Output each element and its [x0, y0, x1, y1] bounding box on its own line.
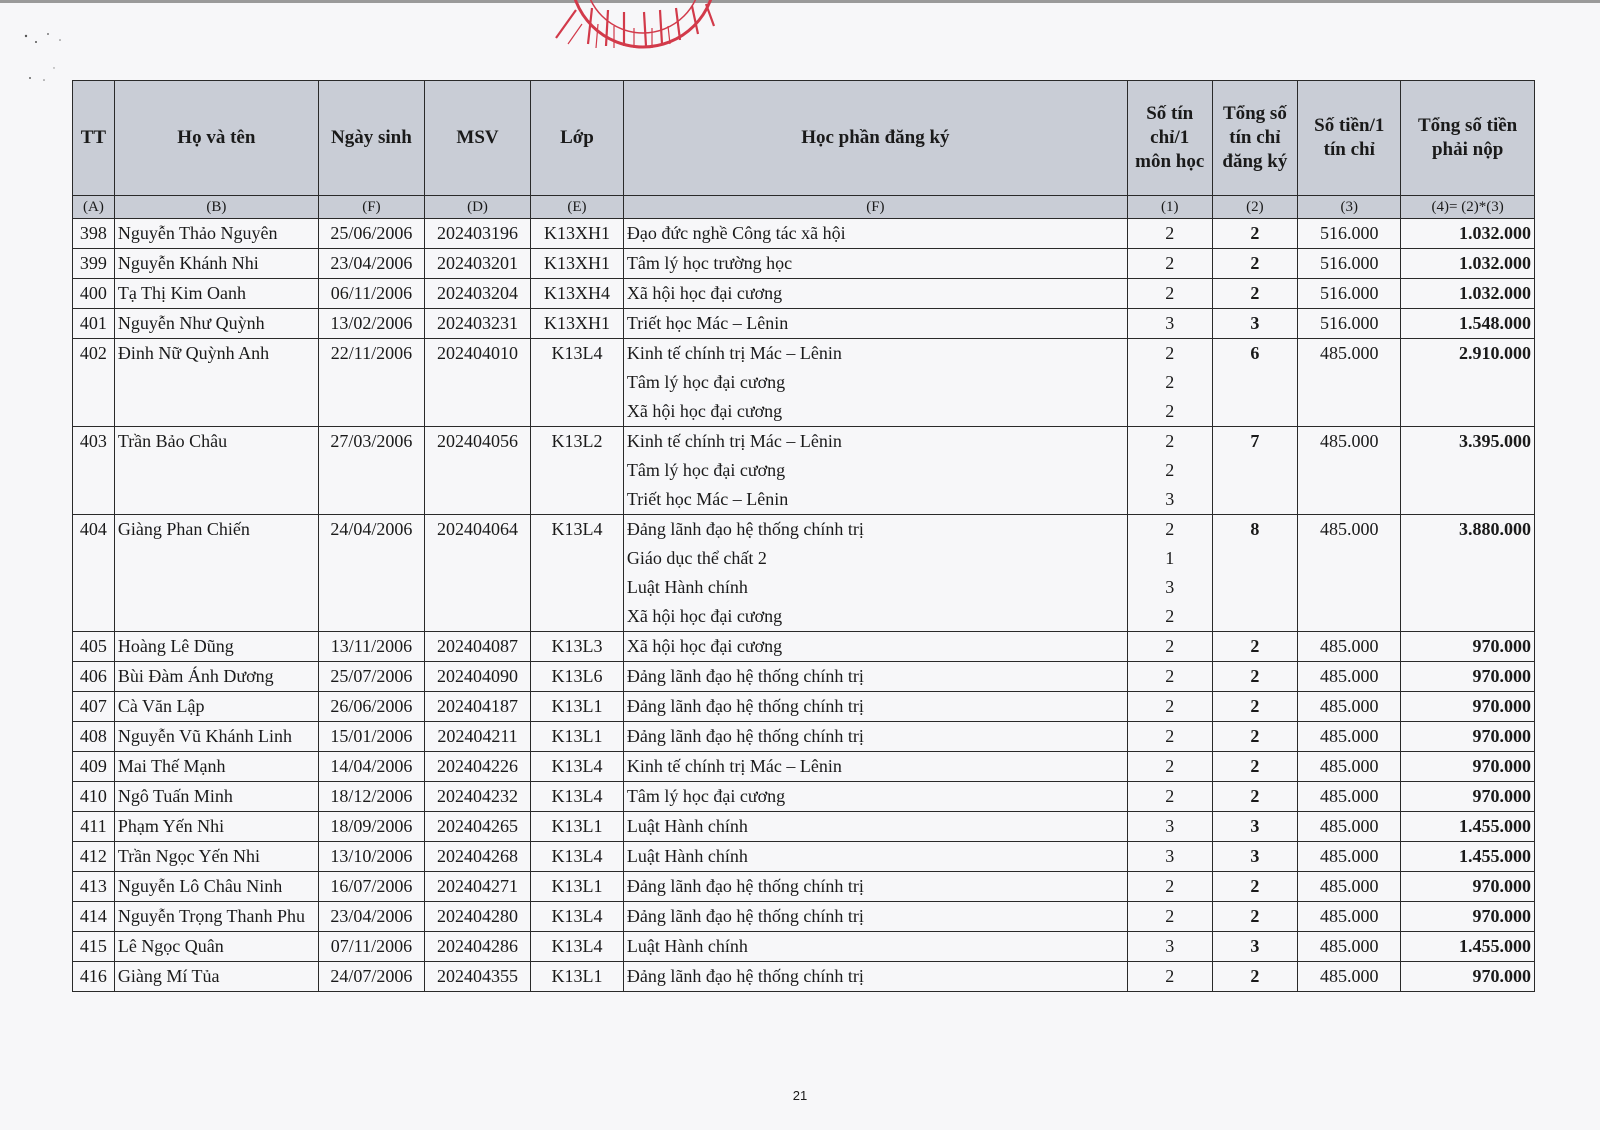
- row-dob: 07/11/2006: [318, 932, 424, 962]
- row-fee-per-credit: 485.000: [1298, 662, 1401, 692]
- row-total-fee: 970.000: [1401, 782, 1535, 812]
- row-student-name: Cà Văn Lập: [114, 692, 318, 722]
- row-tt: 405: [73, 632, 115, 662]
- row-course-name: Đảng lãnh đạo hệ thống chính trị: [623, 902, 1127, 932]
- header-msv: MSV: [424, 81, 530, 196]
- header-dob: Ngày sinh: [318, 81, 424, 196]
- row-student-name: Tạ Thị Kim Oanh: [114, 279, 318, 309]
- row-student-name: Trần Ngọc Yến Nhi: [114, 842, 318, 872]
- row-course-name: Đảng lãnh đạo hệ thống chính trị: [623, 515, 1127, 545]
- row-class: K13XH1: [531, 309, 624, 339]
- row-msv: 202404010: [424, 339, 530, 427]
- table-row: [73, 662, 1535, 692]
- row-msv: 202404187: [424, 692, 530, 722]
- row-total-fee: 970.000: [1401, 632, 1535, 662]
- table-row: [73, 752, 1535, 782]
- row-fee-per-credit: 485.000: [1298, 515, 1401, 632]
- row-fee-per-credit: 485.000: [1298, 962, 1401, 992]
- row-course-name: Luật Hành chính: [623, 842, 1127, 872]
- row-fee-per-credit: 485.000: [1298, 339, 1401, 427]
- row-class: K13L1: [531, 812, 624, 842]
- row-msv: 202404280: [424, 902, 530, 932]
- row-dob: 13/10/2006: [318, 842, 424, 872]
- row-total-fee: 1.548.000: [1401, 309, 1535, 339]
- row-student-name: Nguyễn Khánh Nhi: [114, 249, 318, 279]
- row-student-name: Phạm Yến Nhi: [114, 812, 318, 842]
- row-fee-per-credit: 485.000: [1298, 902, 1401, 932]
- row-dob: 23/04/2006: [318, 902, 424, 932]
- page-number: 21: [792, 1088, 808, 1103]
- row-class: K13L4: [531, 932, 624, 962]
- table-row: [73, 339, 1535, 369]
- row-course-credits: 3: [1127, 812, 1212, 842]
- row-class: K13L4: [531, 902, 624, 932]
- code-msv: (D): [424, 196, 530, 219]
- row-dob: 13/02/2006: [318, 309, 424, 339]
- row-msv: 202403231: [424, 309, 530, 339]
- code-dob: (F): [318, 196, 424, 219]
- row-tt: 416: [73, 962, 115, 992]
- row-course-name: Luật Hành chính: [623, 932, 1127, 962]
- row-student-name: Đinh Nữ Quỳnh Anh: [114, 339, 318, 427]
- row-course-name: Tâm lý học đại cương: [623, 782, 1127, 812]
- row-total-credits: 3: [1212, 309, 1298, 339]
- row-course-name: Tâm lý học trường học: [623, 249, 1127, 279]
- row-total-credits: 2: [1212, 722, 1298, 752]
- table-body: [73, 196, 1535, 992]
- table-row: [73, 219, 1535, 249]
- row-total-credits: 8: [1212, 515, 1298, 632]
- code-name: (B): [114, 196, 318, 219]
- row-course-credits: 2: [1127, 692, 1212, 722]
- row-msv: 202404211: [424, 722, 530, 752]
- row-dob: 24/04/2006: [318, 515, 424, 632]
- row-tt: 408: [73, 722, 115, 752]
- row-course-name: Xã hội học đại cương: [623, 602, 1127, 632]
- row-course-name: Đảng lãnh đạo hệ thống chính trị: [623, 662, 1127, 692]
- row-tt: 402: [73, 339, 115, 427]
- row-tt: 410: [73, 782, 115, 812]
- row-total-fee: 970.000: [1401, 692, 1535, 722]
- row-course-name: Xã hội học đại cương: [623, 632, 1127, 662]
- row-fee-per-credit: 485.000: [1298, 932, 1401, 962]
- row-tt: 406: [73, 662, 115, 692]
- row-fee-per-credit: 516.000: [1298, 219, 1401, 249]
- table-row: [73, 872, 1535, 902]
- row-course-credits: 2: [1127, 339, 1212, 369]
- row-msv: 202404355: [424, 962, 530, 992]
- row-dob: 13/11/2006: [318, 632, 424, 662]
- row-fee-per-credit: 485.000: [1298, 752, 1401, 782]
- row-total-credits: 3: [1212, 812, 1298, 842]
- row-course-credits: 3: [1127, 573, 1212, 602]
- row-student-name: Bùi Đàm Ánh Dương: [114, 662, 318, 692]
- row-dob: 18/09/2006: [318, 812, 424, 842]
- row-class: K13L2: [531, 427, 624, 515]
- row-course-name: Đảng lãnh đạo hệ thống chính trị: [623, 722, 1127, 752]
- code-fee-per-credit: (3): [1298, 196, 1401, 219]
- row-fee-per-credit: 485.000: [1298, 427, 1401, 515]
- row-course-credits: 2: [1127, 632, 1212, 662]
- table-row: [73, 812, 1535, 842]
- row-student-name: Nguyễn Lô Châu Ninh: [114, 872, 318, 902]
- table-row: [73, 962, 1535, 992]
- row-course-name: Giáo dục thể chất 2: [623, 544, 1127, 573]
- row-course-name: Kinh tế chính trị Mác – Lênin: [623, 427, 1127, 457]
- row-total-fee: 970.000: [1401, 962, 1535, 992]
- row-total-credits: 2: [1212, 902, 1298, 932]
- row-course-name: Xã hội học đại cương: [623, 279, 1127, 309]
- row-dob: 14/04/2006: [318, 752, 424, 782]
- row-tt: 413: [73, 872, 115, 902]
- row-tt: 399: [73, 249, 115, 279]
- row-student-name: Mai Thế Mạnh: [114, 752, 318, 782]
- row-course-credits: 2: [1127, 782, 1212, 812]
- row-msv: 202404064: [424, 515, 530, 632]
- row-class: K13XH4: [531, 279, 624, 309]
- row-class: K13L4: [531, 339, 624, 427]
- row-msv: 202404286: [424, 932, 530, 962]
- row-course-credits: 3: [1127, 485, 1212, 515]
- row-total-credits: 2: [1212, 872, 1298, 902]
- row-total-credits: 6: [1212, 339, 1298, 427]
- scan-specks: [20, 28, 80, 88]
- row-fee-per-credit: 485.000: [1298, 722, 1401, 752]
- row-msv: 202404271: [424, 872, 530, 902]
- row-total-fee: 1.455.000: [1401, 842, 1535, 872]
- row-total-credits: 3: [1212, 932, 1298, 962]
- row-course-credits: 3: [1127, 932, 1212, 962]
- row-tt: 415: [73, 932, 115, 962]
- row-tt: 407: [73, 692, 115, 722]
- row-student-name: Giàng Phan Chiến: [114, 515, 318, 632]
- row-student-name: Ngô Tuấn Minh: [114, 782, 318, 812]
- row-class: K13L4: [531, 752, 624, 782]
- row-total-credits: 2: [1212, 752, 1298, 782]
- table-row: [73, 842, 1535, 872]
- table-row: [73, 249, 1535, 279]
- row-course-name: Triết học Mác – Lênin: [623, 309, 1127, 339]
- row-fee-per-credit: 485.000: [1298, 872, 1401, 902]
- header-tt: TT: [73, 81, 115, 196]
- row-fee-per-credit: 485.000: [1298, 842, 1401, 872]
- row-dob: 25/07/2006: [318, 662, 424, 692]
- row-student-name: Hoàng Lê Dũng: [114, 632, 318, 662]
- table-row: [73, 279, 1535, 309]
- row-course-credits: 2: [1127, 872, 1212, 902]
- row-dob: 06/11/2006: [318, 279, 424, 309]
- row-course-name: Xã hội học đại cương: [623, 397, 1127, 427]
- row-course-credits: 3: [1127, 842, 1212, 872]
- row-total-fee: 970.000: [1401, 872, 1535, 902]
- row-course-credits: 2: [1127, 962, 1212, 992]
- table-row: [73, 692, 1535, 722]
- table-row: [73, 932, 1535, 962]
- row-total-credits: 2: [1212, 249, 1298, 279]
- row-total-fee: 1.032.000: [1401, 249, 1535, 279]
- row-dob: 25/06/2006: [318, 219, 424, 249]
- row-msv: 202403204: [424, 279, 530, 309]
- row-course-credits: 2: [1127, 722, 1212, 752]
- header-credits-per-course: Số tín chỉ/1 môn học: [1127, 81, 1212, 196]
- scan-top-edge: [0, 0, 1600, 3]
- row-tt: 412: [73, 842, 115, 872]
- row-class: K13L6: [531, 662, 624, 692]
- row-total-credits: 2: [1212, 662, 1298, 692]
- row-total-fee: 3.880.000: [1401, 515, 1535, 632]
- row-course-name: Tâm lý học đại cương: [623, 368, 1127, 397]
- row-student-name: Giàng Mí Tủa: [114, 962, 318, 992]
- row-msv: 202404232: [424, 782, 530, 812]
- row-total-credits: 2: [1212, 782, 1298, 812]
- row-tt: 401: [73, 309, 115, 339]
- row-course-name: Luật Hành chính: [623, 812, 1127, 842]
- row-course-credits: 2: [1127, 249, 1212, 279]
- row-course-name: Tâm lý học đại cương: [623, 456, 1127, 485]
- row-course-credits: 2: [1127, 456, 1212, 485]
- row-msv: 202404265: [424, 812, 530, 842]
- header-class: Lớp: [531, 81, 624, 196]
- row-fee-per-credit: 485.000: [1298, 812, 1401, 842]
- row-student-name: Nguyễn Vũ Khánh Linh: [114, 722, 318, 752]
- row-tt: 400: [73, 279, 115, 309]
- row-class: K13L3: [531, 632, 624, 662]
- row-course-credits: 2: [1127, 279, 1212, 309]
- row-course-credits: 2: [1127, 219, 1212, 249]
- row-tt: 404: [73, 515, 115, 632]
- row-tt: 411: [73, 812, 115, 842]
- row-class: K13L1: [531, 962, 624, 992]
- row-class: K13L4: [531, 842, 624, 872]
- row-fee-per-credit: 485.000: [1298, 692, 1401, 722]
- row-class: K13L1: [531, 722, 624, 752]
- row-total-fee: 970.000: [1401, 902, 1535, 932]
- row-student-name: Nguyễn Thảo Nguyên: [114, 219, 318, 249]
- row-dob: 15/01/2006: [318, 722, 424, 752]
- row-tt: 398: [73, 219, 115, 249]
- row-course-credits: 2: [1127, 902, 1212, 932]
- table-row: [73, 722, 1535, 752]
- row-msv: 202404226: [424, 752, 530, 782]
- row-dob: 18/12/2006: [318, 782, 424, 812]
- table-row: [73, 902, 1535, 932]
- row-course-name: Kinh tế chính trị Mác – Lênin: [623, 752, 1127, 782]
- code-total-fee: (4)= (2)*(3): [1401, 196, 1535, 219]
- row-dob: 22/11/2006: [318, 339, 424, 427]
- row-total-fee: 1.032.000: [1401, 279, 1535, 309]
- row-fee-per-credit: 516.000: [1298, 279, 1401, 309]
- row-course-credits: 3: [1127, 309, 1212, 339]
- header-name: Họ và tên: [114, 81, 318, 196]
- row-msv: 202403196: [424, 219, 530, 249]
- row-msv: 202404268: [424, 842, 530, 872]
- row-course-credits: 2: [1127, 602, 1212, 632]
- row-total-fee: 1.455.000: [1401, 932, 1535, 962]
- row-course-name: Luật Hành chính: [623, 573, 1127, 602]
- row-student-name: Nguyễn Như Quỳnh: [114, 309, 318, 339]
- row-total-fee: 970.000: [1401, 722, 1535, 752]
- row-fee-per-credit: 516.000: [1298, 309, 1401, 339]
- row-dob: 24/07/2006: [318, 962, 424, 992]
- row-dob: 23/04/2006: [318, 249, 424, 279]
- row-course-name: Đạo đức nghề Công tác xã hội: [623, 219, 1127, 249]
- row-total-credits: 2: [1212, 962, 1298, 992]
- row-student-name: Lê Ngọc Quân: [114, 932, 318, 962]
- row-fee-per-credit: 516.000: [1298, 249, 1401, 279]
- code-total-credits: (2): [1212, 196, 1298, 219]
- table-row: [73, 309, 1535, 339]
- row-total-credits: 3: [1212, 842, 1298, 872]
- fee-registration-table: [72, 80, 1535, 992]
- header-total-fee: Tổng số tiền phải nộp: [1401, 81, 1535, 196]
- row-course-credits: 2: [1127, 662, 1212, 692]
- row-course-name: Đảng lãnh đạo hệ thống chính trị: [623, 692, 1127, 722]
- table-header-row: [73, 81, 1535, 196]
- row-fee-per-credit: 485.000: [1298, 632, 1401, 662]
- row-total-credits: 2: [1212, 692, 1298, 722]
- row-total-fee: 3.395.000: [1401, 427, 1535, 515]
- row-class: K13XH1: [531, 249, 624, 279]
- row-course-name: Kinh tế chính trị Mác – Lênin: [623, 339, 1127, 369]
- row-total-fee: 970.000: [1401, 662, 1535, 692]
- header-course: Học phần đăng ký: [623, 81, 1127, 196]
- header-total-credits: Tổng số tín chỉ đăng ký: [1212, 81, 1298, 196]
- row-total-fee: 1.032.000: [1401, 219, 1535, 249]
- table-row: [73, 515, 1535, 545]
- row-msv: 202403201: [424, 249, 530, 279]
- row-msv: 202404087: [424, 632, 530, 662]
- row-tt: 414: [73, 902, 115, 932]
- row-dob: 26/06/2006: [318, 692, 424, 722]
- header-fee-per-credit: Số tiền/1 tín chỉ: [1298, 81, 1401, 196]
- institution-seal: [548, 0, 738, 52]
- row-dob: 27/03/2006: [318, 427, 424, 515]
- row-tt: 403: [73, 427, 115, 515]
- row-course-credits: 1: [1127, 544, 1212, 573]
- row-course-name: Đảng lãnh đạo hệ thống chính trị: [623, 872, 1127, 902]
- row-total-fee: 970.000: [1401, 752, 1535, 782]
- table-row: [73, 427, 1535, 457]
- row-student-name: Nguyễn Trọng Thanh Phu: [114, 902, 318, 932]
- row-course-credits: 2: [1127, 368, 1212, 397]
- row-total-fee: 1.455.000: [1401, 812, 1535, 842]
- table-row: [73, 632, 1535, 662]
- row-course-credits: 2: [1127, 752, 1212, 782]
- code-tt: (A): [73, 196, 115, 219]
- row-student-name: Trần Bảo Châu: [114, 427, 318, 515]
- row-class: K13L4: [531, 782, 624, 812]
- table-row: [73, 782, 1535, 812]
- column-code-row: [73, 196, 1535, 219]
- row-msv: 202404056: [424, 427, 530, 515]
- row-fee-per-credit: 485.000: [1298, 782, 1401, 812]
- row-total-credits: 2: [1212, 219, 1298, 249]
- code-course: (F): [623, 196, 1127, 219]
- row-class: K13L1: [531, 692, 624, 722]
- row-course-credits: 2: [1127, 397, 1212, 427]
- row-total-credits: 7: [1212, 427, 1298, 515]
- row-class: K13XH1: [531, 219, 624, 249]
- row-msv: 202404090: [424, 662, 530, 692]
- row-total-credits: 2: [1212, 279, 1298, 309]
- row-course-name: Triết học Mác – Lênin: [623, 485, 1127, 515]
- row-total-credits: 2: [1212, 632, 1298, 662]
- code-class: (E): [531, 196, 624, 219]
- row-dob: 16/07/2006: [318, 872, 424, 902]
- row-class: K13L1: [531, 872, 624, 902]
- row-course-credits: 2: [1127, 427, 1212, 457]
- row-course-name: Đảng lãnh đạo hệ thống chính trị: [623, 962, 1127, 992]
- row-tt: 409: [73, 752, 115, 782]
- row-total-fee: 2.910.000: [1401, 339, 1535, 427]
- code-credits-per-course: (1): [1127, 196, 1212, 219]
- row-class: K13L4: [531, 515, 624, 632]
- row-course-credits: 2: [1127, 515, 1212, 545]
